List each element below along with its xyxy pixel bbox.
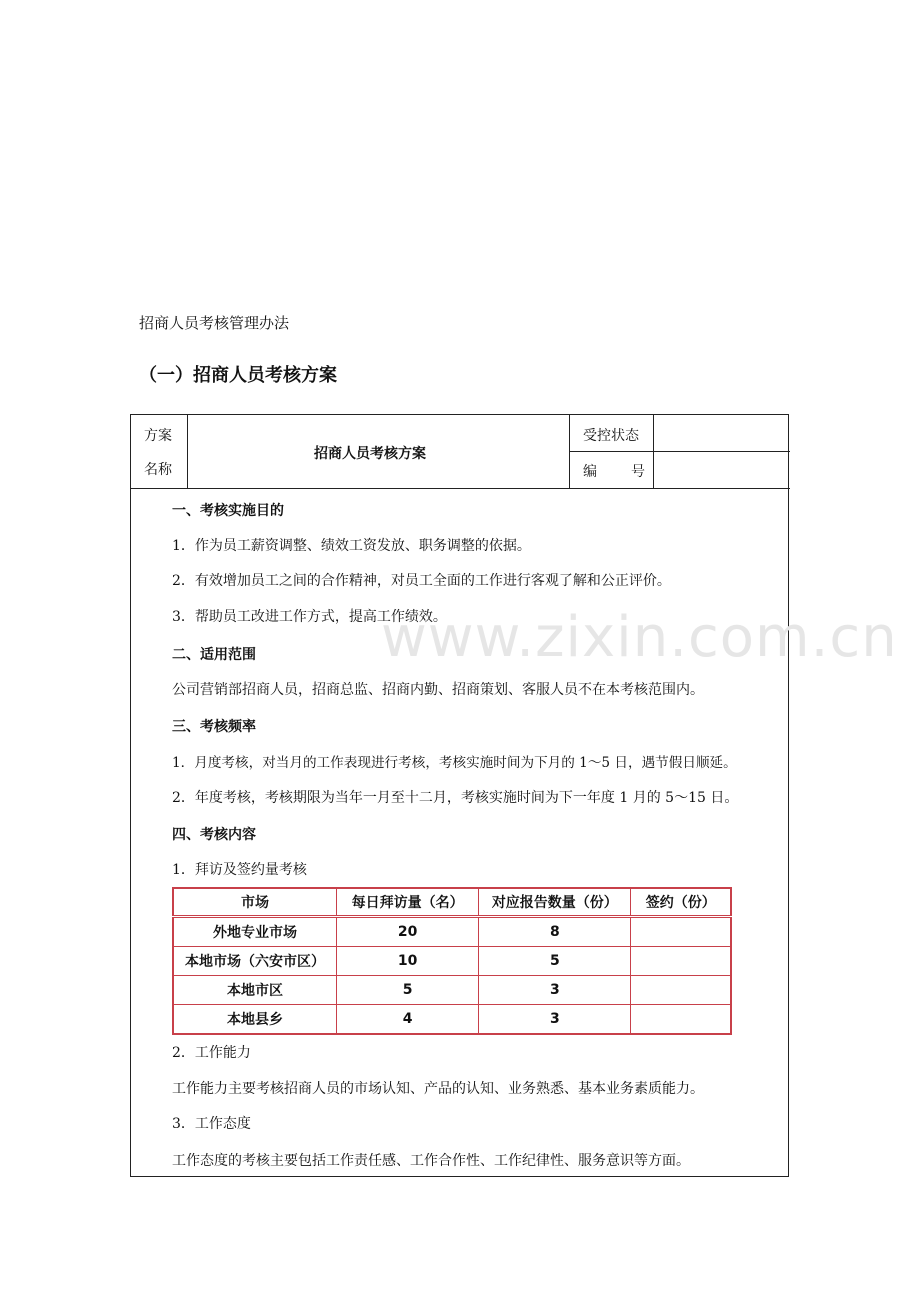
plan-name-label: 名称 <box>144 462 172 478</box>
section-4-heading: 四、考核内容 <box>172 827 256 843</box>
column-header: 签约（份） <box>631 888 731 917</box>
table-cell: 本地县乡 <box>173 1005 336 1035</box>
plan-name-label: 方案 <box>144 428 172 444</box>
column-header: 市场 <box>173 888 336 917</box>
table-cell: 本地市场（六安市区） <box>173 947 336 976</box>
control-status-label: 受控状态 <box>583 428 639 444</box>
table-cell <box>631 976 731 1005</box>
header-divider <box>131 488 790 489</box>
table-cell: 本地市区 <box>173 976 336 1005</box>
table-cell: 3 <box>479 976 631 1005</box>
subsection-title: 1．拜访及签约量考核 <box>172 862 307 878</box>
table-cell: 5 <box>336 976 478 1005</box>
plan-name: 招商人员考核方案 <box>314 446 426 462</box>
attitude-text: 工作态度的考核主要包括工作责任感、工作合作性、工作纪律性、服务意识等方面。 <box>172 1153 690 1169</box>
document-title: 招商人员考核管理办法 <box>139 314 290 332</box>
column-header: 对应报告数量（份） <box>479 888 631 917</box>
section-3-heading: 三、考核频率 <box>172 719 256 735</box>
table-header-row <box>173 888 731 917</box>
number-label: 号 <box>631 464 645 480</box>
list-item: 1．作为员工薪资调整、绩效工资发放、职务调整的依据。 <box>172 538 531 554</box>
list-item: 2．有效增加员工之间的合作精神，对员工全面的工作进行客观了解和公正评价。 <box>172 573 671 589</box>
list-item: 1．月度考核，对当月的工作表现进行考核，考核实施时间为下月的 1～5 日，遇节假日顺延。 <box>172 755 737 771</box>
table-cell: 4 <box>336 1005 478 1035</box>
plan-frame <box>130 414 898 1177</box>
header-divider <box>187 415 188 488</box>
table-cell <box>631 947 731 976</box>
table-cell: 3 <box>479 1005 631 1035</box>
table-row <box>173 1005 731 1035</box>
table-cell <box>631 1005 731 1035</box>
section-1-heading: 一、考核实施目的 <box>172 503 284 519</box>
column-header: 每日拜访量（名） <box>336 888 478 917</box>
table-row <box>173 917 731 947</box>
watermark: www.zixin.com.cn <box>381 605 898 670</box>
number-label: 编 <box>583 464 597 480</box>
ability-text: 工作能力主要考核招商人员的市场认知、产品的认知、业务熟悉、基本业务素质能力。 <box>172 1081 704 1097</box>
scope-text: 公司营销部招商人员，招商总监、招商内勤、招商策划、客服人员不在本考核范围内。 <box>172 682 704 698</box>
table-row <box>173 976 731 1005</box>
list-item: 3．帮助员工改进工作方式，提高工作绩效。 <box>172 609 447 625</box>
subsection-title: 3．工作态度 <box>172 1116 251 1132</box>
header-divider <box>569 451 790 452</box>
table-row <box>173 947 731 976</box>
section-heading: （一）招商人员考核方案 <box>139 365 337 386</box>
table-cell: 外地专业市场 <box>173 917 336 947</box>
table-cell: 8 <box>479 917 631 947</box>
list-item: 2．年度考核，考核期限为当年一月至十二月，考核实施时间为下一年度 1 月的 5～15 日。 <box>172 790 739 806</box>
table-cell <box>631 917 731 947</box>
table-cell: 10 <box>336 947 478 976</box>
table-cell: 20 <box>336 917 478 947</box>
subsection-title: 2．工作能力 <box>172 1045 251 1061</box>
section-2-heading: 二、适用范围 <box>172 647 256 663</box>
table-cell: 5 <box>479 947 631 976</box>
visit-stats-table <box>172 887 732 1035</box>
